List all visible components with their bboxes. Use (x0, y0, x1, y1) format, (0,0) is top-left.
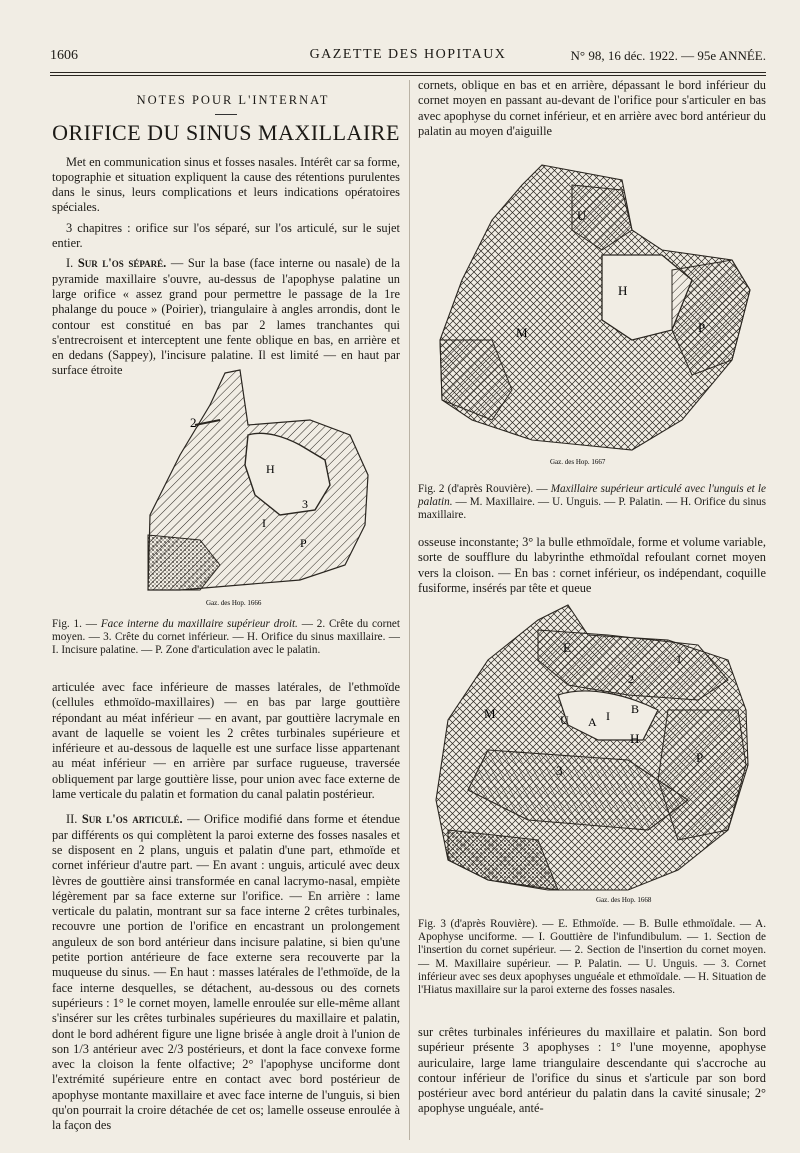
fig1-caption-lead: Fig. 1. — (52, 618, 101, 630)
paragraph-os-separe (52, 256, 400, 378)
section-number-2: II. (66, 812, 82, 827)
fig1-credit: Gaz. des Hop. 1666 (206, 599, 262, 607)
fig1-caption-title: Face interne du maxillaire supérieur droit. (100, 618, 298, 630)
figure-1-drawing (140, 365, 380, 610)
fig3-label-i: I (606, 709, 610, 723)
fig3-caption-text: Fig. 3 (d'après Rouvière). — E. Ethmoïde. — B. Bulle ethmoïdale. — A. Apophyse unciforme. — I. Gouttière de l'infundibulum. — 1. Section de l'insertion du cornet supérieur. — 2. Section de l'insertion du cornet moyen. — M. Maxillaire supérieur. — P. Palatin. — U. Unguis. — 3. Cornet inférieur avec ses deux apophyses unguéale et ethmoïdale. — H. Situation de l'Hiatus maxillaire sur la paroi externe des fosses nasales. (418, 918, 766, 997)
figure-1-caption (52, 618, 400, 658)
paragraph-cornet-inferieur: sur crêtes turbinales inférieures du maxillaire et palatin. Son bord supérieur présente 3 apophyses : 1° l'une moyenne, apophyse auriculaire, large lame triangulaire descendante qui s'accroche au contour inférieur de l'orifice du sinus et s'articule par son bord postérieur avec bord antérieur du palatin dans la cavité sinusale; 2° apophyse unguéale, anté- (418, 1025, 766, 1116)
fig2-caption-lead: Fig. 2 (d'après Rouvière). — (418, 483, 551, 495)
paragraph-continued: articulée avec face inférieure de masses latérales, de l'ethmoïde (cellules ethmoïdo-maxillaires) — en bas par large gouttière répondant au méat inférieur — en avant, par gouttière lacrymale en avant de laquelle se voient les 2 crêtes turbinales supérieure et inférieure et au-dessous de laquelle est une surface lisse appartenant au méat inférieur — en arrière par surface rugueuse, traversée obliquement par large gouttière lisse, pour union avec face externe de lame verticale du palatin et formation du canal palatin postérieur. (52, 680, 400, 802)
right-column-mid (418, 535, 766, 601)
paragraph-intro: Met en communication sinus et fosses nasales. Intérêt car sa forme, topographie et situation expliquent la cause des rétentions purulentes dans le sinus, leurs complications et leurs indications opératoires spéciales. (52, 154, 400, 215)
figure-2-drawing (432, 160, 757, 470)
fig2-credit: Gaz. des Hop. 1667 (550, 458, 606, 466)
paragraph-bulle: osseuse inconstante; 3° la bulle ethmoïdale, forme et volume variable, sorte de soufflure du labyrinthe ethmoïdal refoulant cornet moyen vers la cloison. — En bas : cornet inférieur, os indépendant, coquille fusiforme, insérés par tête et queue (418, 535, 766, 595)
fig3-label-1: 1 (676, 652, 682, 666)
figure-3-caption (418, 918, 766, 997)
fig2-label-p: P (698, 320, 706, 335)
fig2-caption-title: Maxillaire supérieur articulé avec l'unguis et le palatin. (418, 483, 766, 509)
fig1-label-i: I (262, 516, 266, 530)
column-divider (409, 80, 410, 1140)
right-column-bottom (418, 1025, 766, 1122)
journal-title: GAZETTE DES HOPITAUX (309, 47, 507, 62)
fig3-credit: Gaz. des Hop. 1668 (596, 896, 652, 904)
paragraph-text: — Sur la base (face interne ou nasale) de la pyramide maxillaire s'ouvre, au-dessus de l'apophyse palatine un large orifice « assez grand pour permettre le passage de la 1re phalange du pouce » (Poirier), triangulaire à angles arrondis, dont le contour est constitué en bas par 2 lames tranchantes qui s'entrecroisent et interceptent une fente oblique en bas, en arrière et en dedans (Sappey), l'incisure palatine. Il est limité — en haut par surface étroite (52, 256, 400, 378)
fig2-label-h: H (618, 283, 628, 298)
figure-2-caption (418, 483, 766, 523)
fig3-label-u: U (560, 713, 569, 727)
fig3-label-p: P (696, 750, 704, 765)
header-rule-2 (50, 75, 766, 76)
article-title: ORIFICE DU SINUS MAXILLAIRE (52, 120, 400, 146)
fig1-label-h: H (266, 462, 275, 476)
fig1-caption-text: — 2. Crête du cornet moyen. — 3. Crête du cornet inférieur. — H. Orifice du sinus maxillaire. — I. Incisure palatine. — P. Zone d'articulation avec le palatin. (52, 618, 400, 657)
subsection-title: Sur l'os séparé. (77, 256, 167, 271)
fig1-label-3: 3 (302, 497, 308, 511)
subsection-title-2: Sur l'os articulé. (81, 812, 183, 827)
figure-3-drawing (428, 600, 758, 905)
fig3-label-2: 2 (628, 672, 634, 686)
fig3-label-b: B (631, 702, 640, 716)
fig3-label-3: 3 (556, 763, 563, 778)
figure-2 (432, 160, 757, 470)
page-number: 1606 (50, 48, 78, 63)
paragraph-chapters: 3 chapitres : orifice sur l'os séparé, sur l'os articulé, sur le sujet entier. (52, 220, 400, 251)
paragraph-os-articule (52, 812, 400, 1133)
fig1-label-2: 2 (190, 415, 197, 430)
fig2-label-u: U (577, 208, 587, 223)
paragraph-text-2: — Orifice modifié dans forme et étendue par différents os qui complètent la paroi externe des fosses nasales et se disposent en 2 plans, unguis et palatin d'une part, ethmoïde et cornet inférieur d'autre part. — En avant : unguis, articulé avec deux lèvres de gouttière ainsi transformée en canal lacrymo-nasal, empiète légèrement par sa face externe sur l'orifice. — En arrière : lame verticale du palatin, montrant sur sa face interne 2 crêtes turbinales, recouvre une portion de l'orifice en encastrant un prolongement anguleux de son bord antérieur dans incisure palatine, si bien qu'une petite portion antérieure de face externe sera recouverte par la muqueuse du sinus. — En haut : masses latérales de l'ethmoïde, de la face interne desquelles, se détachent, au-dessous ou des cornets supérieurs : 1° le cornet moyen, lamelle enroulée sur elle-même allant s'insérer sur les crêtes turbinales supérieures du maxillaire et palatin, dont le bord adhérent figure une ligne brisée à angle droit à l'union de son 1/3 antérieur avec 2/3 postérieurs, et dont la face convexe forme avec la cloison la fente olfactive; 2° l'apophyse unciforme dont l'extrémité supérieure entre en contact avec bord postérieur de apophyse montante maxillaire et avec face interne de l'unguis, si bien qu'on pourrait la croire détachée de cet os; lamelle osseuse enroulée à la façon des (52, 812, 401, 1133)
fig3-label-a: A (588, 715, 597, 729)
fig3-label-h: H (630, 731, 640, 746)
fig3-label-e: E (563, 640, 571, 655)
fig3-label-m: M (484, 706, 496, 721)
fig2-caption-text: — M. Maxillaire. — U. Unguis. — P. Palatin. — H. Orifice du sinus maxillaire. (418, 496, 766, 522)
figure-1 (140, 365, 380, 610)
fig2-label-m: M (516, 325, 528, 340)
page-header (50, 44, 766, 68)
left-column-lower (52, 680, 400, 1139)
figure-3 (428, 600, 758, 905)
paragraph-cornets: cornets, oblique en bas et en arrière, dépassant le bord inférieur du cornet moyen en passant au-devant de l'orifice pour s'articuler en bas avec apophyse du cornet inférieur, et en arrière avec bord antérieur du palatin au moyen d'aiguille (418, 78, 766, 138)
section-number: I. (66, 256, 78, 271)
header-rule (50, 72, 766, 73)
left-column (52, 93, 400, 384)
section-dash (215, 114, 237, 115)
right-column-top (418, 78, 766, 144)
fig1-label-p: P (300, 536, 307, 550)
issue-info: N° 98, 16 déc. 1922. — 95e ANNÉE. (570, 48, 766, 63)
section-heading: NOTES POUR L'INTERNAT (136, 93, 330, 107)
